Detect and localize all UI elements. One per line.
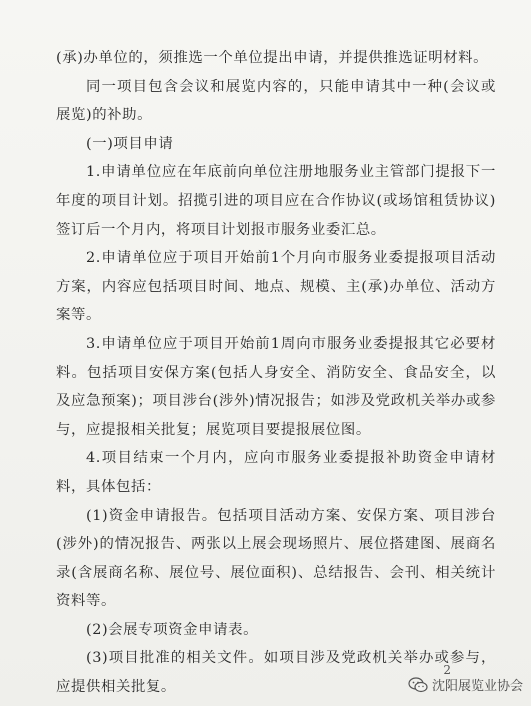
section-heading: (一)项目申请 — [86, 135, 174, 152]
paragraph-item-1: 1.申请单位应在年底前向单位注册地服务业主管部门提报下一年度的项目计划。招揽引进的项目应在合作协议(或场馆租赁协议)签订后一个月内，将项目计划报市服务业委汇总。 — [56, 164, 496, 238]
page-number: 2 — [443, 663, 451, 677]
paragraph-item-4: 4.项目结束一个月内，应向市服务业委提报补助资金申请材料，具体包括： — [56, 450, 496, 495]
watermark-text: 沈阳展览业协会 — [431, 679, 523, 694]
paragraph-subitem-3: (3)项目批准的相关文件。如项目涉及党政机关举办或参与，应提供相关批复。 — [56, 650, 496, 696]
wechat-icon — [408, 677, 428, 693]
paragraph-subitem-2: (2)会展专项资金申请表。 — [86, 621, 259, 638]
paragraph-2: 同一项目包含会议和展览内容的，只能申请其中一种(会议或展览)的补助。 — [56, 78, 496, 124]
paragraph-1: (承)办单位的，须推选一个单位提出申请，并提供推选证明材料。 — [56, 50, 489, 66]
paragraph-subitem-1: (1)资金申请报告。包括项目活动方案、安保方案、项目涉台(涉外)的情况报告、两张以上展会现场照片、展位搭建图、展商名录(含展商名称、展位号、展位面积)、总结报告、会刊、相关统计资料等。 — [56, 507, 496, 610]
paragraph-item-3: 3.申请单位应于项目开始前1周向市服务业委提报其它必要材料。包括项目安保方案(包括人身安全、消防安全、食品安全，以及应急预案)；项目涉台(涉外)情况报告；如涉及党政机关举办或参与，应提报相关批复；展览项目要提报展位图。 — [56, 335, 496, 438]
paragraph-item-2: 2.申请单位应于项目开始前1个月向市服务业委提报项目活动方案，内容应包括项目时间、地点、规模、主(承)办单位、活动方案等。 — [56, 250, 496, 324]
document-body — [56, 44, 496, 702]
footer-watermark — [408, 663, 523, 694]
